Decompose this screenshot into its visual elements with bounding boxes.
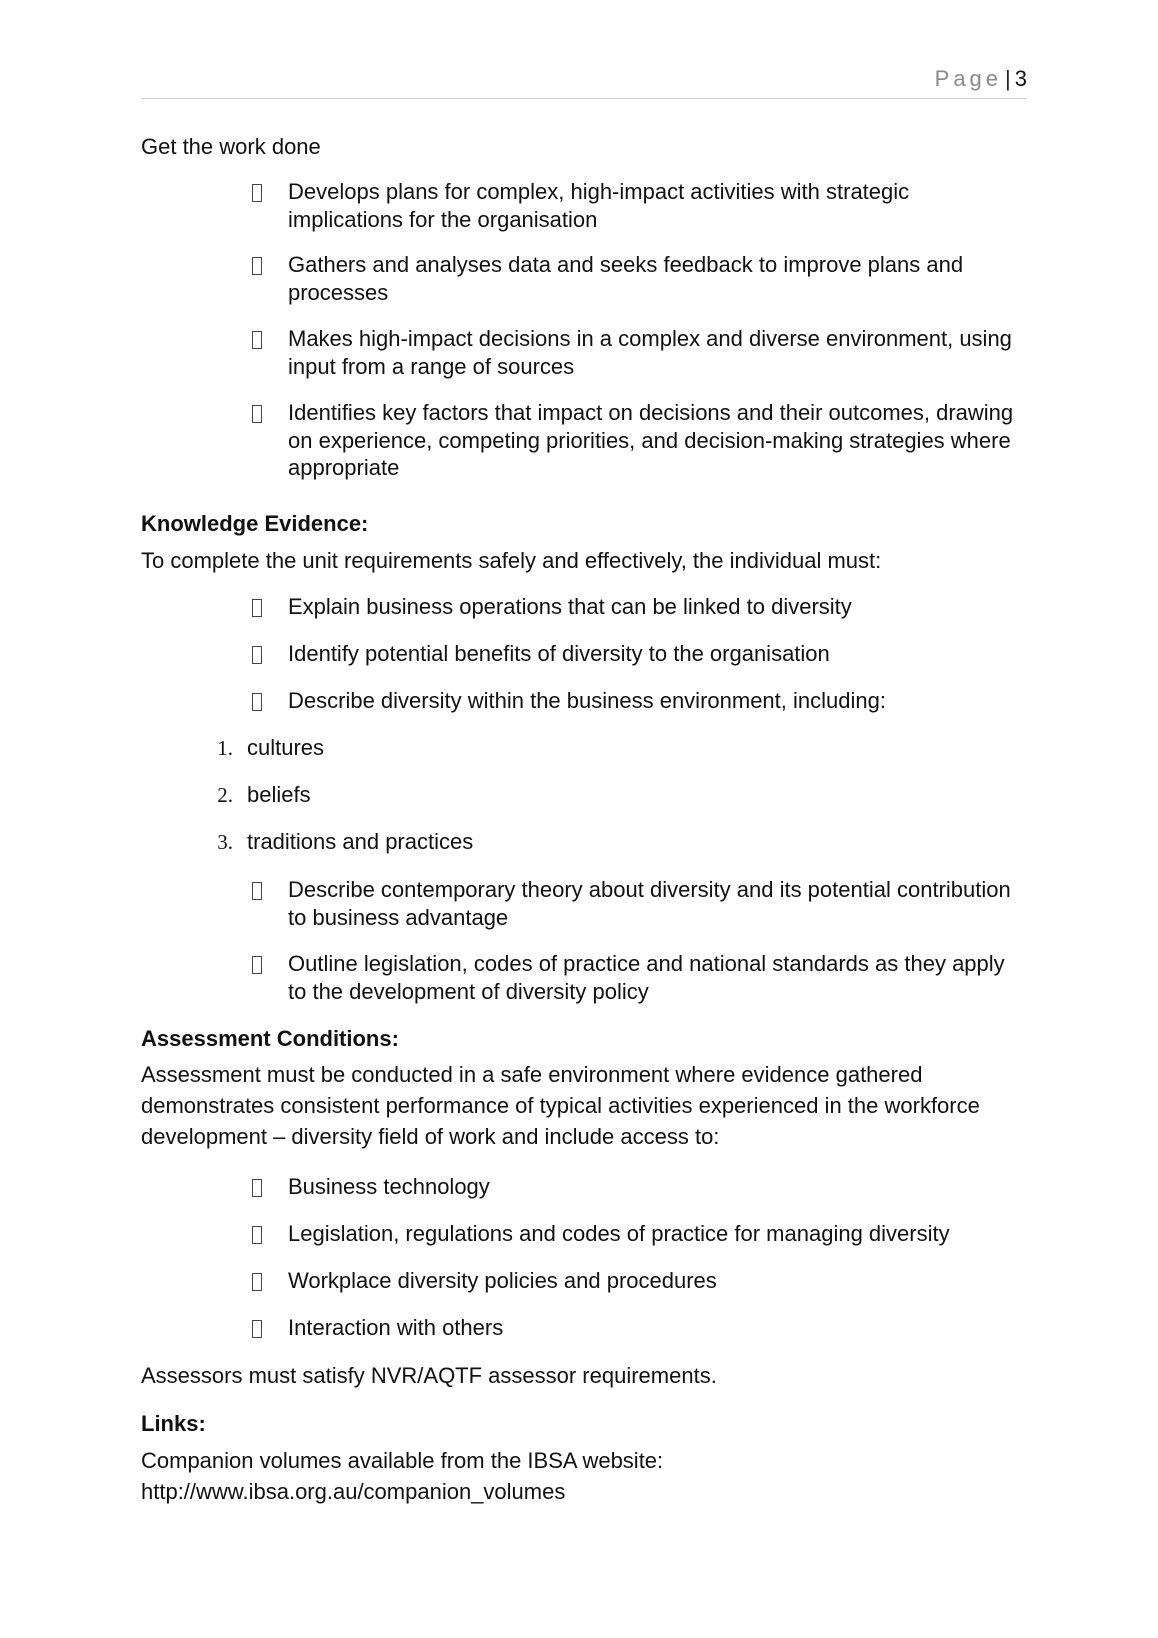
item-text: cultures	[247, 735, 325, 760]
bullet-icon	[252, 956, 262, 974]
list-item-text: Gathers and analyses data and seeks feedback to improve plans and processes	[288, 252, 964, 305]
assessment-conditions-heading: Assessment Conditions:	[141, 1026, 399, 1051]
bullet-icon	[252, 257, 262, 275]
assessor-requirements-text: Assessors must satisfy NVR/AQTF assessor requirements.	[141, 1363, 717, 1388]
list-item-text: Describe contemporary theory about diversity and its potential contribution to business advantage	[288, 877, 1011, 930]
item-number: 3.	[217, 830, 233, 854]
list-item-text: Identify potential benefits of diversity to the organisation	[288, 641, 830, 666]
companion-volumes-url[interactable]: http://www.ibsa.org.au/companion_volumes	[141, 1479, 566, 1504]
bullet-icon	[252, 1273, 262, 1291]
assessment-conditions-intro: Assessment must be conducted in a safe environment where evidence gathered demonstrates consistent performance of typical activities experienced in the workforce development – diversity field of work and include access to:	[141, 1062, 980, 1149]
bullet-icon	[252, 882, 262, 900]
list-item-text: Interaction with others	[288, 1315, 504, 1340]
list-item-text: Workplace diversity policies and procedures	[288, 1268, 717, 1293]
list-item-text: Identifies key factors that impact on decisions and their outcomes, drawing on experience, competing priorities, and decision-making strategies where appropriate	[288, 400, 1014, 480]
list-item-text: Outline legislation, codes of practice and national standards as they apply to the development of diversity policy	[288, 951, 1005, 1004]
list-item-text: Business technology	[288, 1174, 490, 1199]
bullet-icon	[252, 405, 262, 423]
item-number: 2.	[217, 783, 233, 807]
list-item-text: Describe diversity within the business environment, including:	[288, 688, 886, 713]
section-heading-get-work-done: Get the work done	[141, 134, 321, 159]
bullet-icon	[252, 331, 262, 349]
page-header	[141, 66, 1027, 99]
bullet-icon	[252, 646, 262, 664]
document-page	[141, 0, 1027, 1638]
item-text: traditions and practices	[247, 829, 474, 854]
bullet-icon	[252, 184, 262, 202]
page-number: 3	[1014, 66, 1027, 91]
bullet-icon	[252, 693, 262, 711]
list-item-text: Legislation, regulations and codes of practice for managing diversity	[288, 1221, 950, 1246]
page-separator: |	[1005, 66, 1011, 91]
bullet-icon	[252, 599, 262, 617]
list-item-text: Makes high-impact decisions in a complex and diverse environment, using input from a range of sources	[288, 326, 1012, 379]
bullet-icon	[252, 1179, 262, 1197]
companion-volumes-text: Companion volumes available from the IBSA website:	[141, 1448, 664, 1473]
item-number: 1.	[217, 736, 233, 760]
bullet-icon	[252, 1320, 262, 1338]
item-text: beliefs	[247, 782, 311, 807]
list-item-text: Develops plans for complex, high-impact activities with strategic implications for the organisation	[288, 179, 910, 232]
links-heading: Links:	[141, 1411, 206, 1436]
list-item-text: Explain business operations that can be linked to diversity	[288, 594, 852, 619]
page-label: Page	[934, 66, 1003, 91]
knowledge-evidence-intro: To complete the unit requirements safely and effectively, the individual must:	[141, 548, 882, 573]
bullet-icon	[252, 1226, 262, 1244]
knowledge-evidence-heading: Knowledge Evidence:	[141, 511, 369, 536]
